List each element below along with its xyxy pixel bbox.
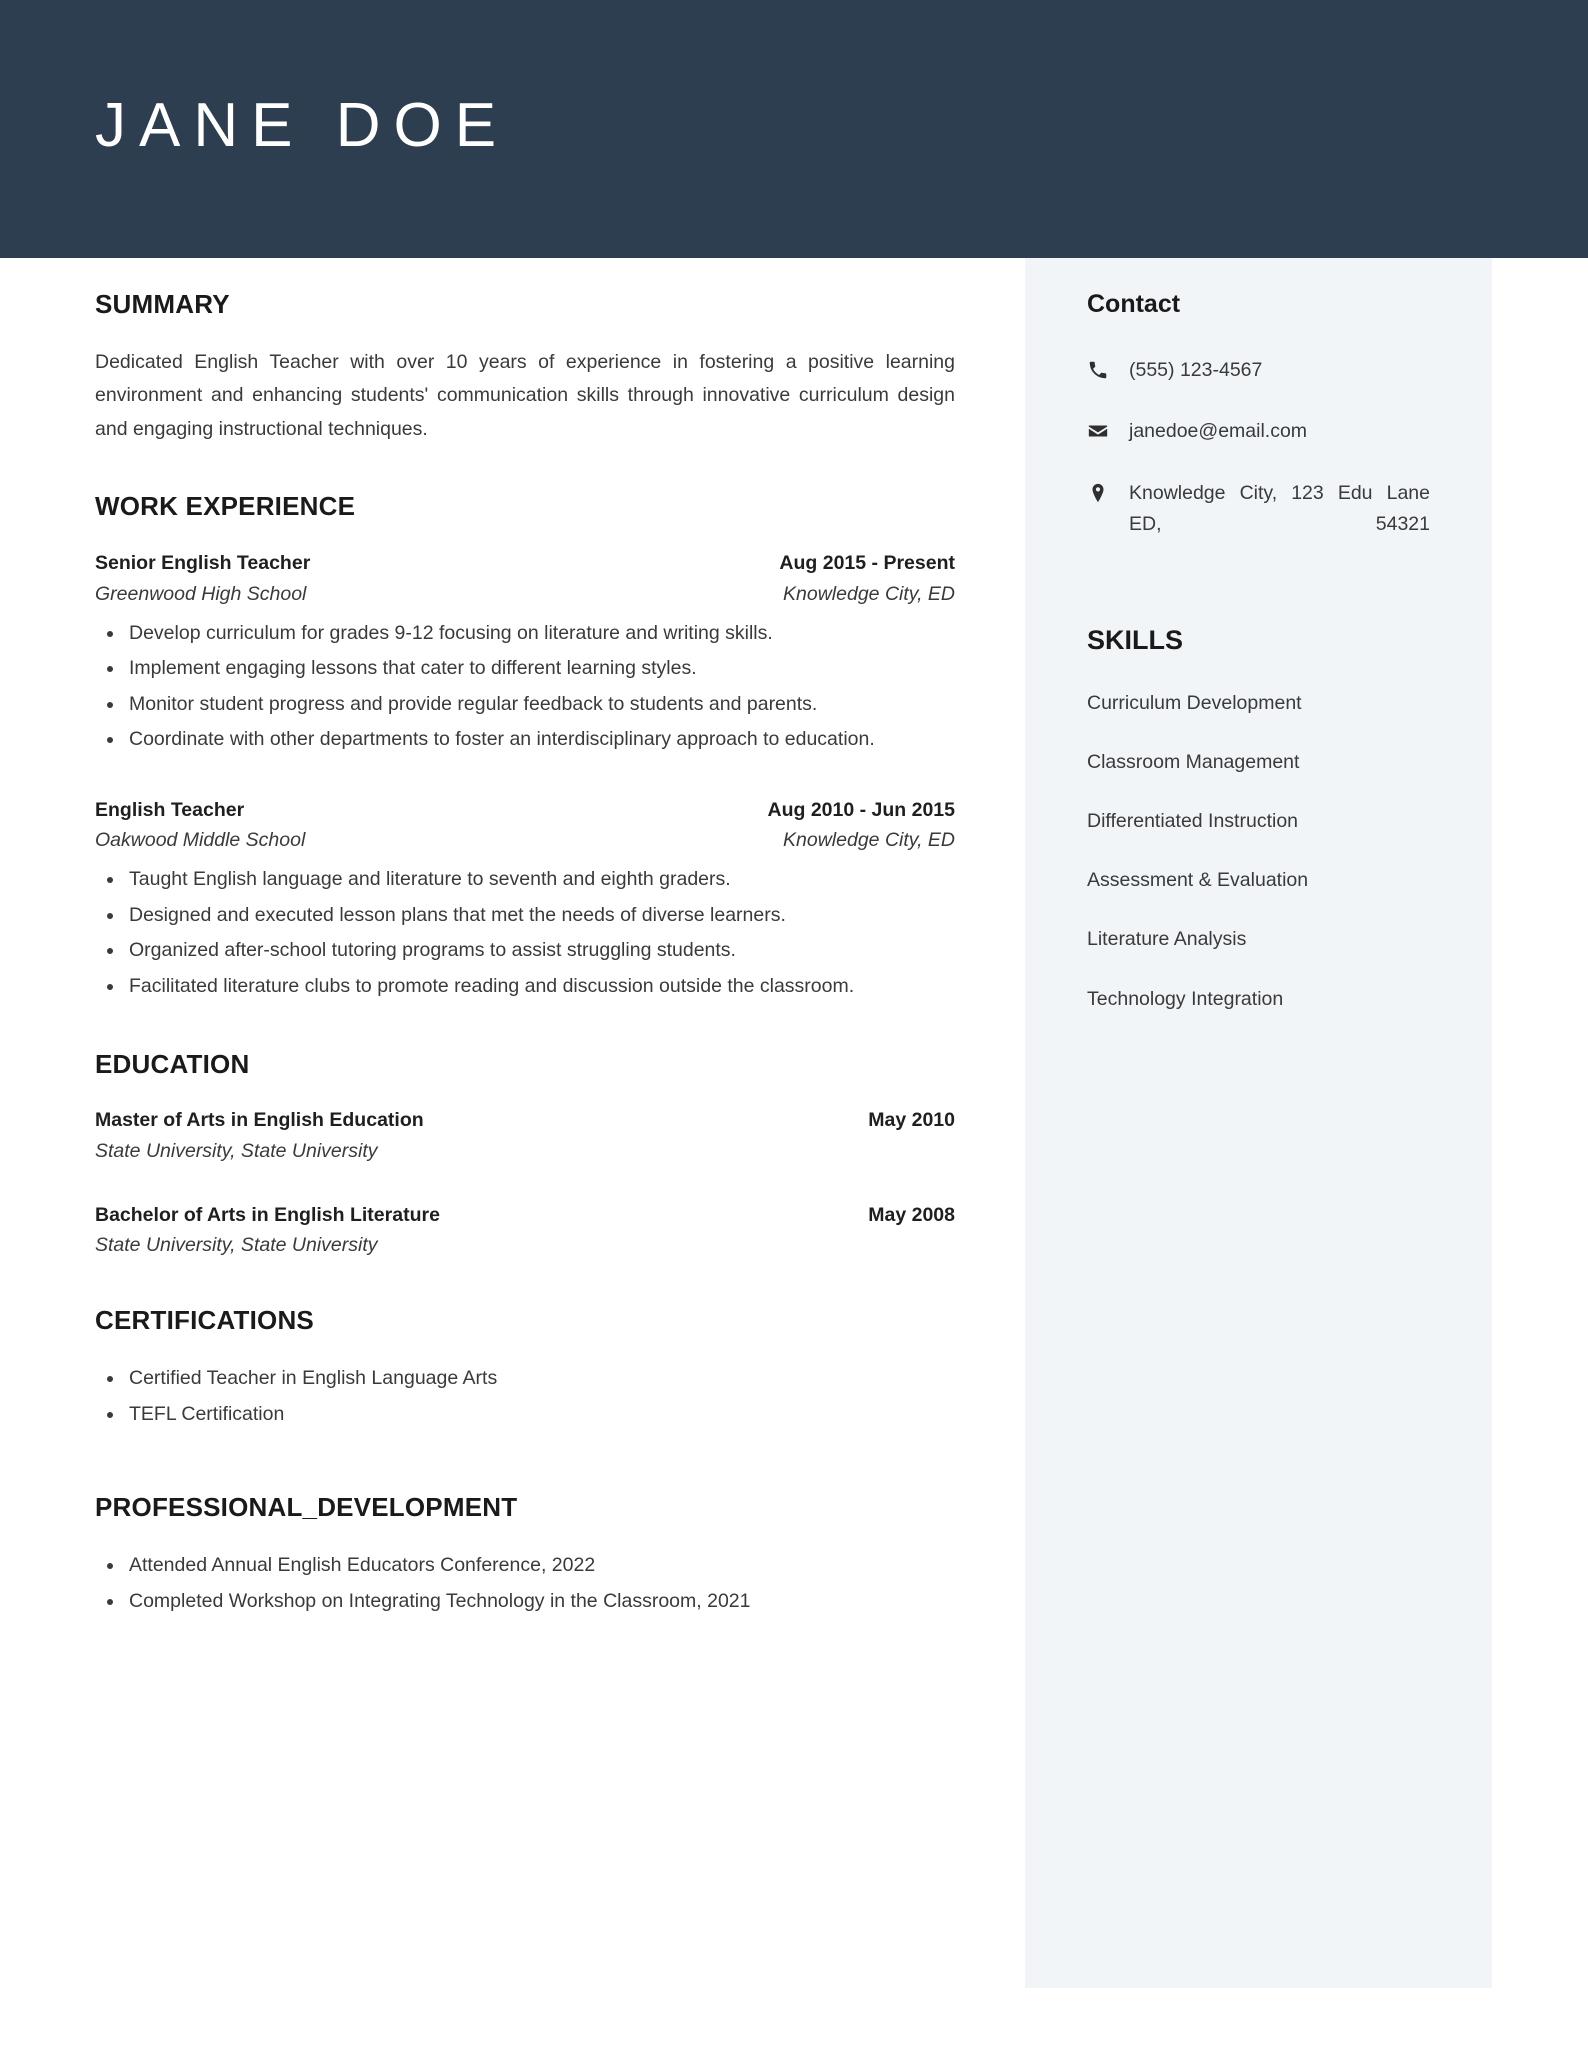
work-entry — [95, 795, 955, 1004]
resume-body — [0, 258, 1588, 2056]
envelope-icon — [1087, 416, 1121, 442]
bullet-item: Attended Annual English Educators Conference, 2022 — [129, 1549, 955, 1583]
main-column — [0, 258, 1025, 1620]
work-entry-organization: Oakwood Middle School — [95, 829, 306, 852]
contact-phone-value: (555) 123-4567 — [1129, 358, 1263, 381]
section-education — [95, 1050, 955, 1261]
section-certifications — [95, 1306, 955, 1431]
candidate-name: JANE DOE — [95, 91, 510, 160]
work-entry-location: Knowledge City, ED — [783, 829, 955, 852]
skill-item: Technology Integration — [1087, 987, 1284, 1010]
header-banner — [0, 0, 1588, 258]
summary-heading: SUMMARY — [95, 289, 230, 319]
bullet-item: TEFL Certification — [129, 1398, 955, 1432]
phone-icon — [1087, 355, 1121, 381]
section-contact — [1087, 290, 1430, 573]
skills-heading: SKILLS — [1087, 624, 1184, 655]
section-work-experience — [95, 492, 955, 1003]
certifications-heading: CERTIFICATIONS — [95, 1305, 314, 1336]
certifications-list — [95, 1362, 955, 1431]
education-institution: State University, State University — [95, 1139, 378, 1162]
education-entry-institution-row — [95, 1136, 955, 1166]
work-entry-date: Aug 2010 - Jun 2015 — [767, 798, 955, 821]
work-entry-title: Senior English Teacher — [95, 552, 311, 575]
work-entry — [95, 548, 955, 757]
bullet-item: Implement engaging lessons that cater to different learning styles. — [129, 652, 955, 686]
bullet-item: Coordinate with other departments to foster an interdisciplinary approach to education. — [129, 723, 955, 757]
education-institution: State University, State University — [95, 1234, 378, 1257]
education-entry-degree-row — [95, 1105, 955, 1135]
education-degree: Master of Arts in English Education — [95, 1109, 424, 1132]
work-entry-organization: Greenwood High School — [95, 582, 307, 605]
summary-text: Dedicated English Teacher with over 10 years of experience in fostering a positive learning environment and enhancing students' communication skills through innovative curriculum design and engaging instructional techniques. — [95, 350, 955, 440]
education-heading: EDUCATION — [95, 1048, 250, 1079]
bullet-item: Organized after-school tutoring programs to assist struggling students. — [129, 934, 955, 968]
work-entry-date: Aug 2015 - Present — [779, 552, 955, 575]
work-entry-title-row — [95, 795, 955, 825]
bullet-item: Monitor student progress and provide regular feedback to students and parents. — [129, 688, 955, 722]
map-pin-icon — [1087, 478, 1121, 504]
work-entry-location: Knowledge City, ED — [783, 582, 955, 605]
contact-address-value: Knowledge City, 123 Edu Lane ED, 54321 — [1129, 481, 1430, 536]
skill-item: Literature Analysis — [1087, 928, 1247, 951]
education-entry-degree-row — [95, 1200, 955, 1230]
work-entry-title: English Teacher — [95, 798, 245, 821]
contact-address[interactable] — [1087, 478, 1430, 573]
section-summary — [95, 290, 955, 446]
contact-phone[interactable] — [1087, 355, 1430, 387]
skill-item: Assessment & Evaluation — [1087, 869, 1309, 892]
contact-heading: Contact — [1087, 290, 1181, 318]
work-entry-org-row — [95, 825, 955, 855]
bullet-item: Develop curriculum for grades 9-12 focusing on literature and writing skills. — [129, 617, 955, 651]
skill-item: Curriculum Development — [1087, 691, 1302, 714]
professional-development-heading: PROFESSIONAL_DEVELOPMENT — [95, 1492, 518, 1523]
education-entry-institution-row — [95, 1230, 955, 1260]
education-entry — [95, 1200, 955, 1260]
education-degree: Bachelor of Arts in English Literature — [95, 1203, 440, 1226]
bullet-item: Taught English language and literature to seventh and eighth graders. — [129, 863, 955, 897]
bullet-item: Designed and executed lesson plans that met the needs of diverse learners. — [129, 899, 955, 933]
professional-development-list — [95, 1549, 955, 1618]
education-date: May 2010 — [868, 1109, 955, 1132]
education-entry — [95, 1105, 955, 1165]
work-entry-bullets — [95, 617, 955, 757]
work-experience-heading: WORK EXPERIENCE — [95, 491, 356, 522]
contact-email-value: janedoe@email.com — [1129, 420, 1308, 443]
sidebar — [1025, 258, 1492, 1988]
bullet-item: Certified Teacher in English Language Arts — [129, 1362, 955, 1396]
skill-item: Classroom Management — [1087, 750, 1300, 773]
contact-email[interactable] — [1087, 416, 1430, 448]
section-skills — [1087, 625, 1430, 1015]
section-professional-development — [95, 1493, 955, 1618]
bullet-item: Completed Workshop on Integrating Technology in the Classroom, 2021 — [129, 1585, 955, 1619]
skill-item: Differentiated Instruction — [1087, 810, 1299, 833]
work-entry-bullets — [95, 863, 955, 1003]
bullet-item: Facilitated literature clubs to promote reading and discussion outside the classroom. — [129, 970, 955, 1004]
work-entry-title-row — [95, 548, 955, 578]
education-date: May 2008 — [868, 1203, 955, 1226]
work-entry-org-row — [95, 579, 955, 609]
